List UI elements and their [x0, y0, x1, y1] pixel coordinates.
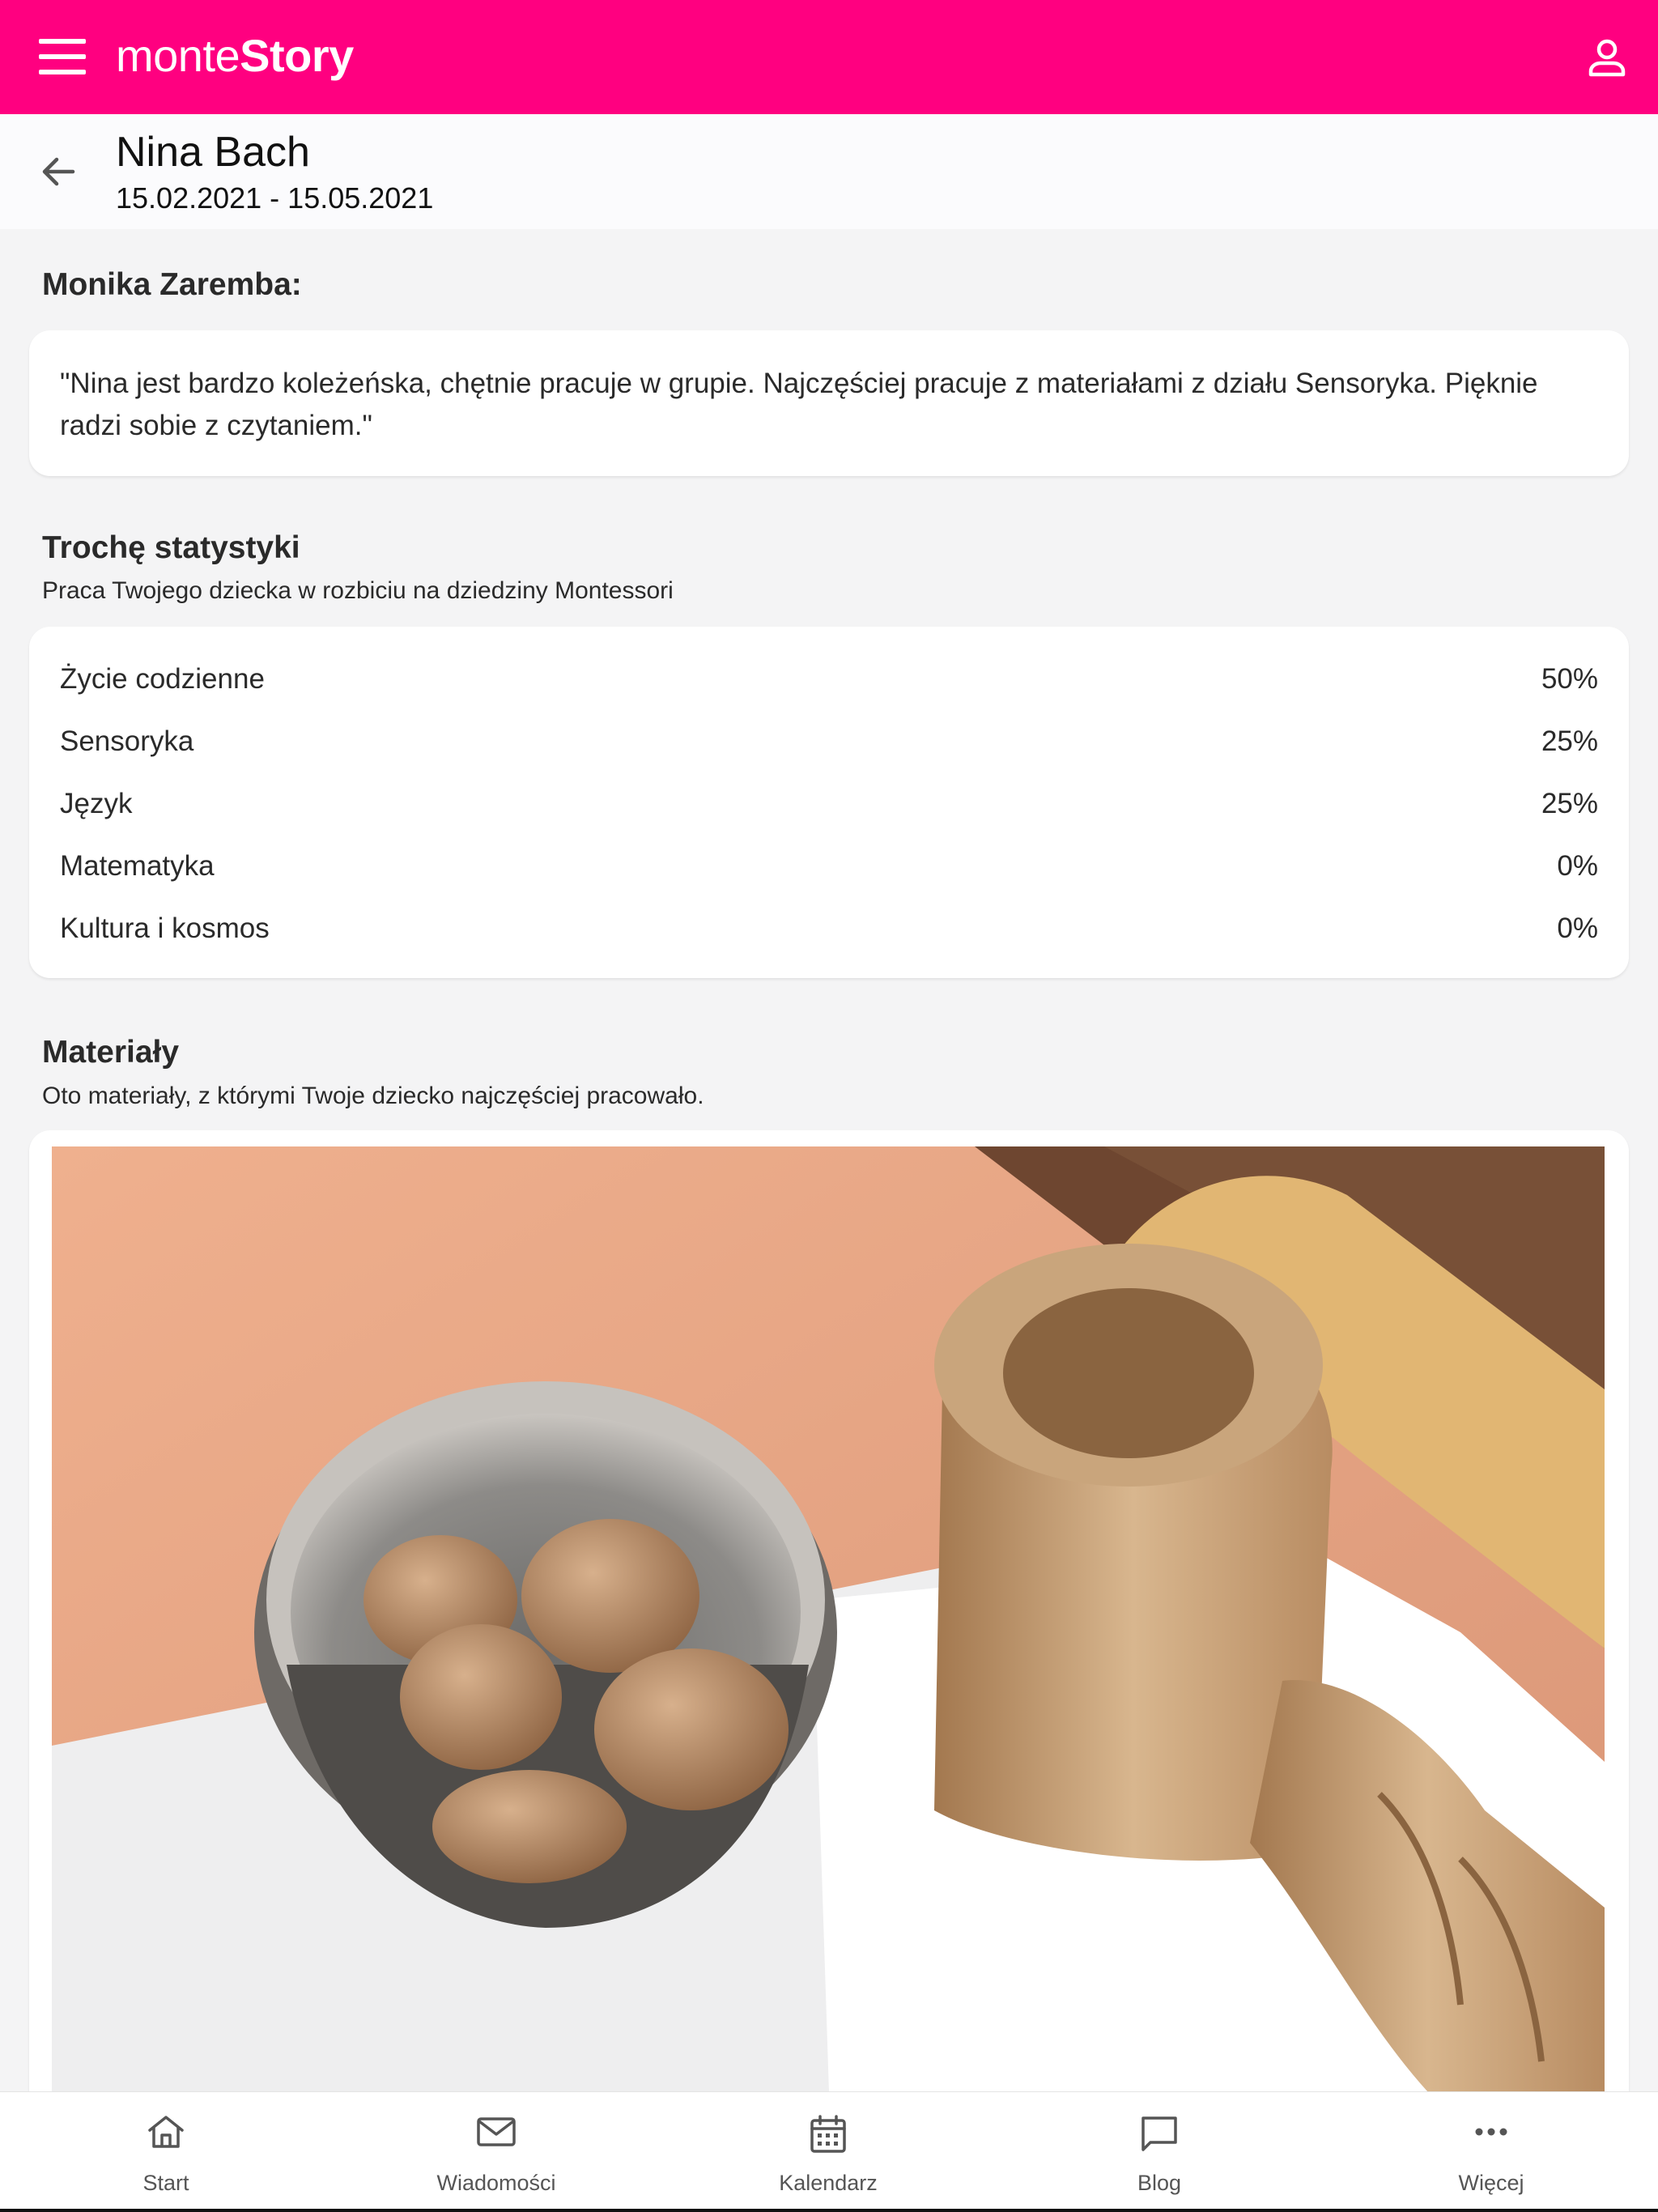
nav-label: Więcej	[1458, 2171, 1524, 2195]
calendar-icon	[808, 2114, 848, 2155]
menu-icon[interactable]	[37, 36, 87, 78]
stat-row	[60, 912, 1598, 945]
stat-label: Kultura i kosmos	[60, 912, 270, 944]
home-icon	[146, 2114, 186, 2150]
stat-row	[60, 725, 1598, 758]
stat-value: 50%	[1541, 663, 1598, 695]
chat-icon	[1139, 2114, 1180, 2155]
date-range: 15.02.2021 - 15.05.2021	[116, 181, 434, 215]
nav-start[interactable]	[45, 2091, 287, 2209]
nav-label: Blog	[1137, 2171, 1182, 2195]
nav-more[interactable]	[1370, 2091, 1613, 2209]
materials-title: Materiały	[42, 1035, 180, 1070]
stats-subtitle: Praca Twojego dziecka w rozbiciu na dziedziny Montessori	[42, 577, 674, 604]
brand-bold: Story	[240, 30, 354, 81]
material-photo[interactable]	[52, 1146, 1605, 2092]
stat-label: Życie codzienne	[60, 663, 265, 695]
stat-value: 0%	[1557, 912, 1598, 944]
stat-value: 25%	[1541, 725, 1598, 757]
app-logo	[116, 29, 354, 82]
stat-value: 25%	[1541, 788, 1598, 819]
nav-label: Kalendarz	[779, 2171, 878, 2195]
stat-label: Matematyka	[60, 850, 215, 882]
teacher-name: Monika Zaremba:	[42, 267, 302, 302]
nav-blog[interactable]	[1038, 2091, 1281, 2209]
back-arrow-icon[interactable]	[37, 151, 79, 193]
screen-bottom-edge	[0, 2209, 1658, 2212]
brand-light: monte	[116, 30, 240, 81]
mail-icon	[476, 2114, 517, 2150]
child-name: Nina Bach	[116, 129, 310, 176]
stat-row	[60, 850, 1598, 883]
nav-messages[interactable]	[375, 2091, 618, 2209]
stats-title: Trochę statystyki	[42, 530, 300, 565]
teacher-note-text: "Nina jest bardzo koleżeńska, chętnie pracuje w grupie. Najczęściej pracuje z materiałami z działu Sensoryka. Pięknie radzi sobie z czytaniem."	[60, 368, 1538, 441]
stat-row	[60, 663, 1598, 696]
profile-icon[interactable]	[1584, 36, 1630, 81]
nav-label: Wiadomości	[436, 2171, 556, 2195]
stat-label: Język	[60, 788, 133, 819]
materials-subtitle: Oto materiały, z którymi Twoje dziecko najczęściej pracowało.	[42, 1083, 704, 1109]
nav-label: Start	[142, 2171, 189, 2195]
stat-value: 0%	[1557, 850, 1598, 882]
nav-calendar[interactable]	[707, 2091, 950, 2209]
more-icon	[1471, 2114, 1511, 2150]
stat-label: Sensoryka	[60, 725, 194, 757]
stat-row	[60, 788, 1598, 820]
